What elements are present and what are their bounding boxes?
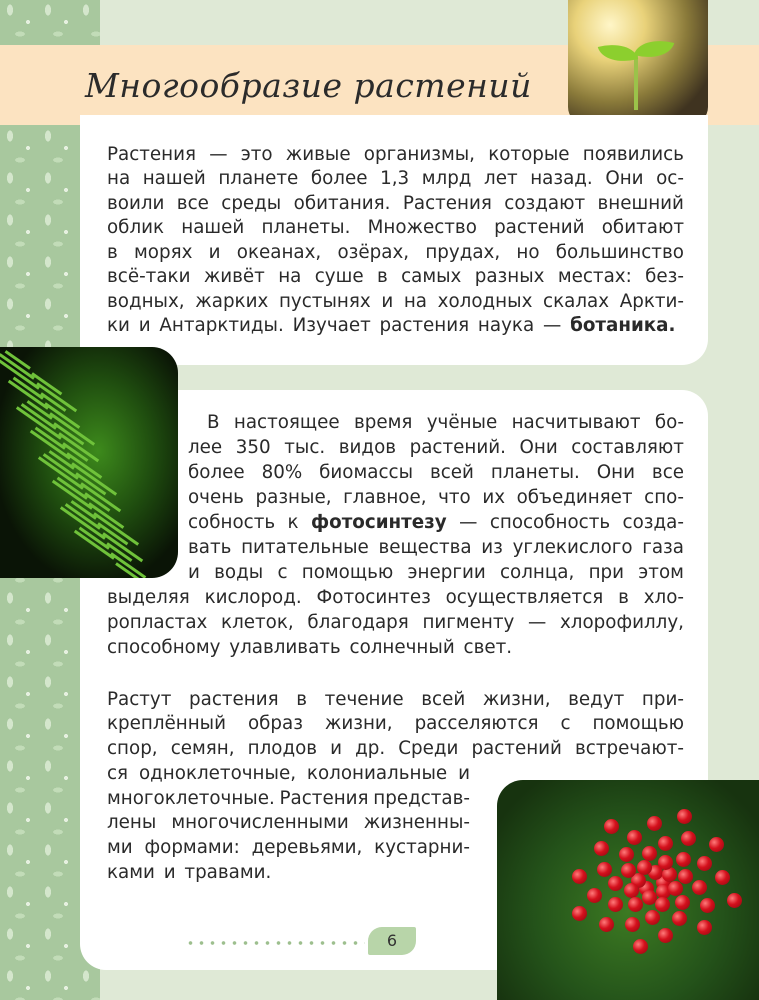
berry bbox=[587, 888, 602, 903]
sprout-photo bbox=[568, 0, 708, 125]
word: лены bbox=[107, 812, 157, 833]
berry bbox=[647, 816, 662, 831]
word: нашей bbox=[181, 217, 245, 238]
text-line bbox=[107, 290, 684, 314]
text-segment: способному улавливать солнечный свет. bbox=[107, 637, 513, 658]
word: Растут bbox=[107, 689, 172, 710]
text-line bbox=[107, 787, 470, 811]
word: их bbox=[482, 487, 506, 508]
word: объединяет bbox=[516, 487, 633, 508]
text-line bbox=[107, 167, 684, 191]
word: многоклеточные. bbox=[107, 788, 275, 809]
word: всей bbox=[429, 462, 474, 483]
word: др. bbox=[355, 738, 386, 759]
word: вать bbox=[188, 537, 232, 558]
word: семян, bbox=[170, 738, 235, 759]
word: спо- bbox=[644, 487, 684, 508]
word: этом bbox=[638, 562, 684, 583]
berry bbox=[700, 898, 715, 913]
word: колониальные bbox=[306, 763, 448, 784]
word: представ- bbox=[373, 788, 470, 809]
word: назад. bbox=[530, 168, 593, 189]
word: млрд bbox=[421, 168, 472, 189]
word: энергии bbox=[407, 562, 486, 583]
berry bbox=[625, 917, 640, 932]
word: благодаря bbox=[307, 612, 409, 633]
word: океанах, bbox=[236, 242, 322, 263]
berry bbox=[715, 870, 730, 885]
word: на bbox=[278, 266, 302, 287]
word: жизненны- bbox=[363, 812, 470, 833]
word: хлорофиллу, bbox=[559, 612, 684, 633]
text-line bbox=[188, 536, 684, 560]
berry bbox=[628, 897, 643, 912]
word: местах: bbox=[557, 266, 632, 287]
word: одноклеточные, bbox=[138, 763, 296, 784]
berry bbox=[658, 928, 673, 943]
text-line bbox=[107, 712, 684, 736]
word: на bbox=[403, 291, 428, 312]
word: встречают- bbox=[575, 738, 684, 759]
word: питательные bbox=[241, 537, 369, 558]
fir-branch-photo bbox=[0, 347, 178, 578]
berry bbox=[594, 841, 609, 856]
word: на bbox=[107, 168, 131, 189]
berry bbox=[572, 906, 587, 921]
word: клеток, bbox=[221, 612, 294, 633]
berry bbox=[627, 830, 642, 845]
word: холодных bbox=[437, 291, 533, 312]
berry bbox=[608, 897, 623, 912]
word: формами: bbox=[144, 837, 240, 858]
word: Множество bbox=[367, 217, 477, 238]
word: Растения bbox=[279, 788, 369, 809]
word: кислород. bbox=[204, 587, 302, 608]
word: все bbox=[651, 462, 684, 483]
word: пигменту bbox=[422, 612, 515, 633]
word: Среди bbox=[398, 738, 459, 759]
text-line bbox=[188, 486, 684, 510]
word: всё-таки bbox=[107, 266, 191, 287]
text-line bbox=[107, 586, 684, 610]
word: креплённый bbox=[107, 713, 226, 734]
word: и bbox=[208, 242, 221, 263]
word: 1,3 bbox=[380, 168, 410, 189]
word: Растения bbox=[107, 144, 197, 165]
text-line bbox=[107, 836, 470, 860]
dotted-divider bbox=[185, 941, 365, 945]
word: растений. bbox=[409, 437, 506, 458]
word: это bbox=[240, 144, 273, 165]
word: водных, bbox=[107, 291, 185, 312]
word: — bbox=[209, 144, 228, 165]
word: составляют bbox=[571, 437, 684, 458]
word: суше bbox=[314, 266, 364, 287]
berry bbox=[681, 831, 696, 846]
word: тыс. bbox=[284, 437, 326, 458]
word: плодов bbox=[247, 738, 318, 759]
text-line bbox=[107, 861, 700, 885]
text-line bbox=[107, 611, 684, 635]
word: Фотосинтез bbox=[316, 587, 431, 608]
word: самых bbox=[401, 266, 462, 287]
text-line bbox=[207, 411, 684, 435]
word: нашей bbox=[142, 168, 206, 189]
page-number: 6 bbox=[368, 927, 416, 955]
word: и bbox=[330, 738, 343, 759]
word: планете bbox=[218, 168, 299, 189]
word: в bbox=[296, 689, 307, 710]
word: жизни, bbox=[482, 689, 551, 710]
word: с bbox=[560, 713, 571, 734]
berry bbox=[599, 917, 614, 932]
text-segment: ками и травами. bbox=[107, 862, 272, 883]
word: созда- bbox=[622, 512, 684, 533]
word: в bbox=[618, 587, 629, 608]
berry bbox=[645, 910, 660, 925]
word: из bbox=[481, 537, 503, 558]
word: более bbox=[310, 168, 368, 189]
word: в bbox=[107, 242, 118, 263]
bold-term: фотосинтезу bbox=[311, 512, 447, 533]
word: растения bbox=[189, 689, 279, 710]
word: и bbox=[188, 562, 200, 583]
word: углекислого bbox=[512, 537, 633, 558]
word: без- bbox=[645, 266, 684, 287]
word: ведут bbox=[568, 689, 625, 710]
word: течение bbox=[324, 689, 404, 710]
word: воили bbox=[107, 193, 165, 214]
word: насчитывают bbox=[511, 412, 641, 433]
word: озёрах, bbox=[337, 242, 410, 263]
text-line bbox=[107, 737, 684, 761]
word: помощью bbox=[592, 713, 684, 734]
word: 80% bbox=[261, 462, 303, 483]
text-line bbox=[107, 688, 684, 712]
word: планеты. bbox=[261, 217, 351, 238]
berry bbox=[655, 897, 670, 912]
berry bbox=[709, 837, 724, 852]
word: солнца, bbox=[499, 562, 575, 583]
word: растений bbox=[494, 217, 585, 238]
word: скалах bbox=[543, 291, 610, 312]
word: обитания. bbox=[293, 193, 391, 214]
word: газа bbox=[642, 537, 684, 558]
word: организмы, bbox=[363, 144, 475, 165]
word: облик bbox=[107, 217, 165, 238]
word: обитают bbox=[601, 217, 684, 238]
word: жарких bbox=[195, 291, 269, 312]
text-line bbox=[107, 314, 700, 338]
word: кустарни- bbox=[374, 837, 470, 858]
text-segment: ки и Антарктиды. Изучает растения наука — bbox=[107, 315, 571, 336]
word: Растения bbox=[402, 193, 492, 214]
berry bbox=[642, 846, 657, 861]
text-line bbox=[107, 192, 684, 216]
word: планеты. bbox=[490, 462, 580, 483]
word: более bbox=[188, 462, 245, 483]
word: Они bbox=[519, 437, 558, 458]
word: видов bbox=[338, 437, 397, 458]
word: лее bbox=[188, 437, 223, 458]
word: пустынях bbox=[278, 291, 371, 312]
berry bbox=[604, 819, 619, 834]
word: деревьями, bbox=[251, 837, 363, 858]
bold-term: ботаника. bbox=[570, 315, 676, 336]
word: Они bbox=[596, 462, 635, 483]
word: в bbox=[376, 266, 388, 287]
word: морях bbox=[134, 242, 193, 263]
berry bbox=[672, 911, 687, 926]
word: главное, bbox=[343, 487, 427, 508]
word: при- bbox=[641, 689, 684, 710]
word: живёт bbox=[203, 266, 265, 287]
word: многочисленными bbox=[171, 812, 349, 833]
word: ся bbox=[107, 763, 129, 784]
word: помощью bbox=[301, 562, 394, 583]
word: очень bbox=[188, 487, 244, 508]
word: и bbox=[381, 291, 394, 312]
word: бо- bbox=[654, 412, 684, 433]
word: но bbox=[516, 242, 540, 263]
berry bbox=[633, 939, 648, 954]
text-line bbox=[107, 241, 684, 265]
word: ропластах bbox=[107, 612, 208, 633]
viburnum-berries-photo bbox=[497, 780, 759, 1000]
text-line bbox=[188, 461, 684, 485]
word: В bbox=[207, 412, 220, 433]
word: время bbox=[353, 412, 413, 433]
word: — bbox=[528, 612, 547, 633]
word: учёные bbox=[426, 412, 498, 433]
word: прудах, bbox=[425, 242, 501, 263]
word: способность bbox=[489, 512, 611, 533]
word: биомассы bbox=[319, 462, 414, 483]
word: спор, bbox=[107, 738, 158, 759]
word: появились bbox=[582, 144, 684, 165]
berry bbox=[677, 809, 692, 824]
word: разные, bbox=[255, 487, 332, 508]
word: воды bbox=[214, 562, 264, 583]
word: хло- bbox=[643, 587, 684, 608]
word: разных bbox=[474, 266, 545, 287]
text-line bbox=[107, 811, 470, 835]
text-line bbox=[188, 561, 684, 585]
word: которые bbox=[488, 144, 570, 165]
text-line bbox=[188, 511, 684, 535]
word: всей bbox=[421, 689, 466, 710]
word: расселяются bbox=[414, 713, 539, 734]
text-line bbox=[107, 636, 700, 660]
berry bbox=[727, 893, 742, 908]
word: — bbox=[459, 512, 478, 533]
word: что bbox=[438, 487, 471, 508]
word: живые bbox=[285, 144, 351, 165]
word: осуществляется bbox=[445, 587, 604, 608]
word: жизни, bbox=[324, 713, 393, 734]
word: Аркти- bbox=[619, 291, 684, 312]
word: большинство bbox=[555, 242, 684, 263]
berry bbox=[658, 836, 673, 851]
word: создают bbox=[504, 193, 586, 214]
word: и bbox=[458, 763, 470, 784]
word: выделяя bbox=[107, 587, 190, 608]
text-line bbox=[107, 762, 470, 786]
word: Они bbox=[605, 168, 644, 189]
page-title: Многообразие растений bbox=[85, 66, 532, 105]
word: среды bbox=[221, 193, 282, 214]
text-line bbox=[188, 436, 684, 460]
word: внешний bbox=[597, 193, 684, 214]
word: лет bbox=[484, 168, 518, 189]
word: с bbox=[277, 562, 288, 583]
word: ми bbox=[107, 837, 133, 858]
berry bbox=[675, 895, 690, 910]
text-line bbox=[107, 143, 684, 167]
word: 350 bbox=[235, 437, 271, 458]
word: вещества bbox=[378, 537, 472, 558]
berry bbox=[697, 920, 712, 935]
word: ос- bbox=[656, 168, 684, 189]
word: все bbox=[176, 193, 209, 214]
word: собность bbox=[188, 512, 276, 533]
word: растений bbox=[471, 738, 562, 759]
word: при bbox=[588, 562, 625, 583]
text-line bbox=[107, 216, 684, 240]
word: образ bbox=[247, 713, 303, 734]
word: настоящее bbox=[233, 412, 340, 433]
text-line bbox=[107, 265, 684, 289]
word: к bbox=[287, 512, 299, 533]
